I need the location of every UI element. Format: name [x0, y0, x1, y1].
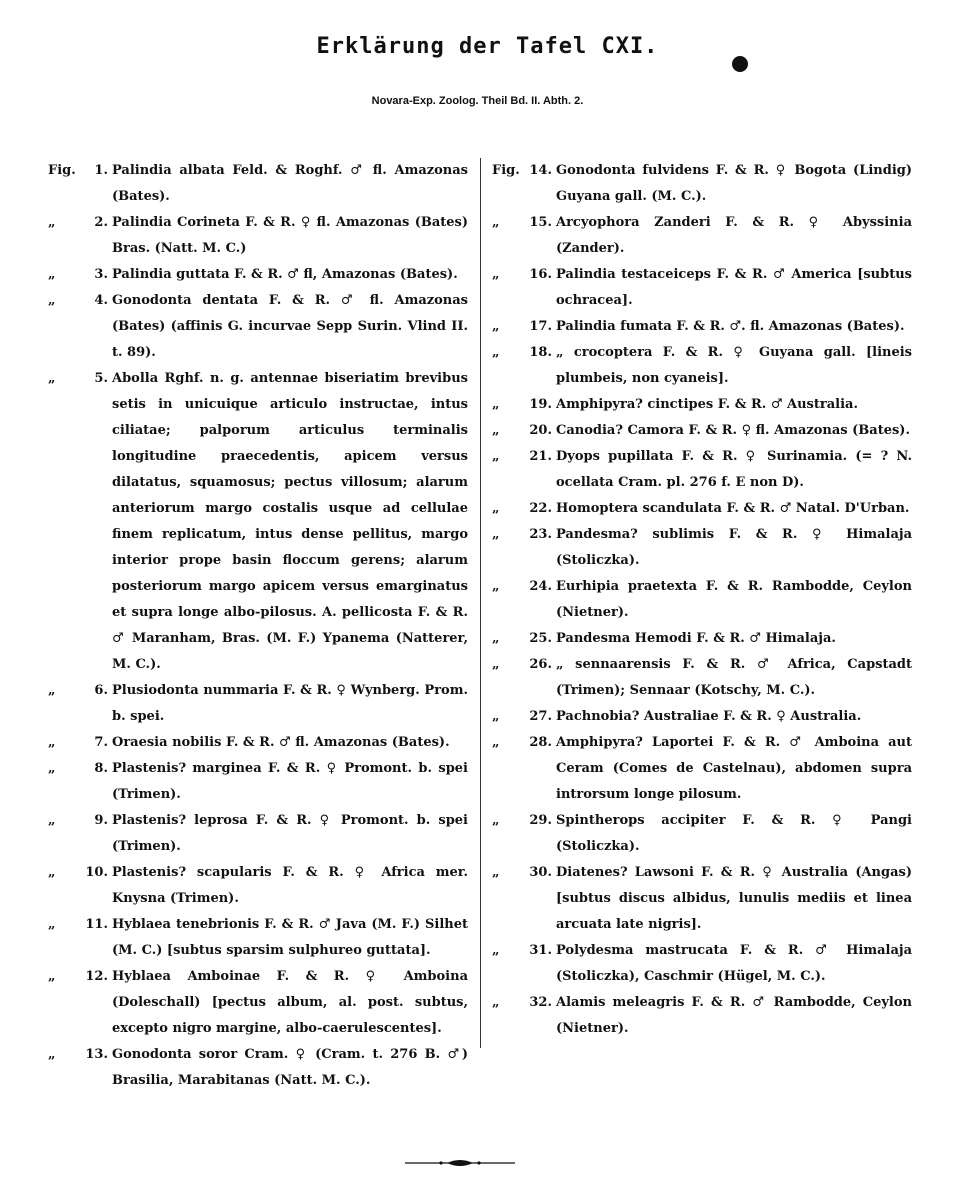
figure-description: Hyblaea Amboinae F. & R. ♀ Amboina (Doleschall) [pectus album, al. post. subtus, excepto nigro margine, albo-caerulescentes]. [112, 969, 468, 1036]
figure-number: 27. [529, 709, 552, 724]
figure-entry [492, 652, 912, 704]
figure-number: 22. [529, 501, 552, 516]
page-title: Erklärung der Tafel CXI. [316, 34, 659, 59]
figure-description: Polydesma mastrucata F. & R. ♂ Himalaja (Stoliczka), Caschmir (Hügel, M. C.). [556, 943, 912, 984]
figure-entry [48, 678, 468, 730]
figure-entry [48, 288, 468, 366]
figure-prefix: „ [48, 969, 56, 984]
figure-description: Arcyophora Zanderi F. & R. ♀ Abyssinia (Zander). [556, 215, 912, 256]
figure-number: 23. [529, 527, 552, 542]
figure-description: Eurhipia praetexta F. & R. Rambodde, Ceylon (Nietner). [556, 579, 912, 620]
figure-label [48, 262, 112, 288]
figure-description: Oraesia nobilis F. & R. ♂ fl. Amazonas (Bates). [112, 735, 450, 750]
figure-number: 21. [529, 449, 552, 464]
figure-label [492, 158, 556, 184]
figure-label [492, 574, 556, 600]
figure-label [492, 860, 556, 886]
ink-blot [732, 56, 748, 72]
figure-prefix: „ [492, 449, 500, 464]
figure-number: 18. [529, 345, 552, 360]
figure-prefix: „ [492, 527, 500, 542]
figure-entry [48, 730, 468, 756]
figure-entry [492, 158, 912, 210]
figure-description: Palindia guttata F. & R. ♂ fl, Amazonas (Bates). [112, 267, 458, 282]
figure-number: 2. [94, 215, 108, 230]
figure-description: Gonodonta soror Cram. ♀ (Cram. t. 276 B. ♂) Brasilia, Marabitanas (Natt. M. C.). [112, 1047, 468, 1088]
figure-entry [48, 158, 468, 210]
figure-label [492, 262, 556, 288]
figure-label [48, 808, 112, 834]
figure-prefix: „ [492, 319, 500, 334]
figure-entry [492, 730, 912, 808]
figure-number: 24. [529, 579, 552, 594]
figure-number: 31. [529, 943, 552, 958]
figure-prefix: „ [492, 423, 500, 438]
figure-entry [492, 418, 912, 444]
figure-number: 4. [94, 293, 108, 308]
figure-entry [492, 990, 912, 1042]
column-divider [480, 158, 481, 1048]
figure-description: Plastenis? marginea F. & R. ♀ Promont. b. spei (Trimen). [112, 761, 468, 802]
figure-description: Dyops pupillata F. & R. ♀ Surinamia. (= ? N. ocellata Cram. pl. 276 f. E non D). [556, 449, 912, 490]
figure-prefix: „ [492, 345, 500, 360]
figure-label [48, 912, 112, 938]
figure-prefix: „ [492, 735, 500, 750]
figure-label [48, 860, 112, 886]
figure-label [48, 678, 112, 704]
figure-prefix: „ [48, 293, 56, 308]
figure-entry [492, 704, 912, 730]
figure-entry [48, 964, 468, 1042]
figure-entry [492, 860, 912, 938]
figure-entry [48, 366, 468, 678]
figure-label [48, 366, 112, 392]
figure-entry [48, 262, 468, 288]
figure-label [492, 522, 556, 548]
figure-number: 19. [529, 397, 552, 412]
figure-entry [492, 626, 912, 652]
figure-number: 5. [94, 371, 108, 386]
figure-label [492, 652, 556, 678]
figure-description: Palindia Corineta F. & R. ♀ fl. Amazonas (Bates) Bras. (Natt. M. C.) [112, 215, 468, 256]
figure-number: 25. [529, 631, 552, 646]
figure-entry [492, 938, 912, 990]
right-column [492, 158, 912, 1042]
figure-prefix: „ [492, 267, 500, 282]
figure-description: Spintherops accipiter F. & R. ♀ Pangi (Stoliczka). [556, 813, 912, 854]
figure-description: Plusiodonta nummaria F. & R. ♀ Wynberg. Prom. b. spei. [112, 683, 468, 724]
figure-label [48, 756, 112, 782]
figure-description: Pandesma? sublimis F. & R. ♀ Himalaja (Stoliczka). [556, 527, 912, 568]
figure-label [492, 392, 556, 418]
figure-entry [48, 808, 468, 860]
figure-prefix: „ [48, 865, 56, 880]
figure-label [492, 938, 556, 964]
figure-entry [492, 210, 912, 262]
figure-prefix: „ [492, 709, 500, 724]
figure-prefix: „ [492, 657, 500, 672]
figure-label [492, 808, 556, 834]
figure-label [492, 704, 556, 730]
figure-number: 7. [94, 735, 108, 750]
figure-label [492, 210, 556, 236]
figure-label [492, 340, 556, 366]
figure-description: Gonodonta dentata F. & R. ♂ fl. Amazonas (Bates) (affinis G. incurvae Sepp Surin. Vlind II. t. 89). [112, 293, 468, 360]
figure-label [492, 496, 556, 522]
figure-label [48, 1042, 112, 1068]
figure-entry [492, 314, 912, 340]
figure-prefix: „ [492, 215, 500, 230]
figure-description: Palindia testaceiceps F. & R. ♂ America [subtus ochracea]. [556, 267, 912, 308]
figure-description: Canodia? Camora F. & R. ♀ fl. Amazonas (Bates). [556, 423, 910, 438]
figure-number: 14. [529, 163, 552, 178]
figure-label [492, 626, 556, 652]
figure-prefix: „ [48, 917, 56, 932]
figure-number: 28. [529, 735, 552, 750]
figure-entry [492, 808, 912, 860]
page-subtitle: Novara-Exp. Zoolog. Theil Bd. II. Abth. 2. [371, 95, 584, 107]
figure-prefix: „ [48, 371, 56, 386]
figure-prefix: „ [492, 943, 500, 958]
figure-prefix: „ [492, 631, 500, 646]
figure-number: 11. [85, 917, 108, 932]
figure-entry [48, 210, 468, 262]
figure-entry [492, 496, 912, 522]
figure-number: 10. [85, 865, 108, 880]
figure-entry [492, 262, 912, 314]
figure-label [48, 288, 112, 314]
figure-number: 20. [529, 423, 552, 438]
figure-description: Gonodonta fulvidens F. & R. ♀ Bogota (Lindig) Guyana gall. (M. C.). [556, 163, 912, 204]
figure-description: Palindia fumata F. & R. ♂. fl. Amazonas (Bates). [556, 319, 905, 334]
figure-number: 16. [529, 267, 552, 282]
figure-description: Homoptera scandulata F. & R. ♂ Natal. D'Urban. [556, 501, 910, 516]
figure-prefix: „ [48, 1047, 56, 1062]
figure-entry [492, 392, 912, 418]
figure-prefix: „ [48, 683, 56, 698]
figure-description: Diatenes? Lawsoni F. & R. ♀ Australia (Angas) [subtus discus albidus, lunulis mediis et linea arcuata late nigris]. [556, 865, 912, 932]
figure-number: 9. [94, 813, 108, 828]
figure-entry [492, 444, 912, 496]
figure-number: 26. [529, 657, 552, 672]
figure-description: Amphipyra? cinctipes F. & R. ♂ Australia. [556, 397, 858, 412]
figure-entry [48, 860, 468, 912]
figure-prefix: „ [48, 267, 56, 282]
figure-label [492, 418, 556, 444]
figure-label [492, 444, 556, 470]
figure-prefix: „ [492, 813, 500, 828]
figure-prefix: „ [492, 579, 500, 594]
figure-entry [48, 1042, 468, 1094]
figure-number: 29. [529, 813, 552, 828]
figure-number: 8. [94, 761, 108, 776]
figure-number: 15. [529, 215, 552, 230]
figure-prefix: „ [492, 865, 500, 880]
ornament-rule [405, 1158, 515, 1168]
figure-entry [492, 340, 912, 392]
figure-number: 1. [94, 163, 108, 178]
figure-number: 6. [94, 683, 108, 698]
figure-entry [492, 574, 912, 626]
figure-label [492, 314, 556, 340]
figure-label [48, 210, 112, 236]
figure-number: 17. [529, 319, 552, 334]
figure-number: 32. [529, 995, 552, 1010]
figure-label [48, 158, 112, 184]
figure-description: Hyblaea tenebrionis F. & R. ♂ Java (M. F.) Silhet (M. C.) [subtus sparsim sulphureo guttata]. [112, 917, 468, 958]
figure-prefix: „ [48, 813, 56, 828]
figure-prefix: „ [492, 501, 500, 516]
figure-label [492, 730, 556, 756]
left-column [48, 158, 468, 1094]
figure-prefix: „ [48, 735, 56, 750]
figure-label [492, 990, 556, 1016]
figure-entry [492, 522, 912, 574]
figure-entry [48, 756, 468, 808]
figure-number: 12. [85, 969, 108, 984]
figure-description: Pachnobia? Australiae F. & R. ♀ Australia. [556, 709, 862, 724]
figure-prefix: Fig. [48, 163, 76, 178]
figure-description: Amphipyra? Laportei F. & R. ♂ Amboina aut Ceram (Comes de Castelnau), abdomen supra introrsum longe pilosum. [556, 735, 912, 802]
figure-description: Palindia albata Feld. & Roghf. ♂ fl. Amazonas (Bates). [112, 163, 468, 204]
figure-description: Pandesma Hemodi F. & R. ♂ Himalaja. [556, 631, 836, 646]
figure-prefix: „ [48, 761, 56, 776]
figure-prefix: „ [48, 215, 56, 230]
figure-label [48, 964, 112, 990]
figure-entry [48, 912, 468, 964]
figure-description: Plastenis? scapularis F. & R. ♀ Africa mer. Knysna (Trimen). [112, 865, 468, 906]
figure-number: 30. [529, 865, 552, 880]
figure-prefix: „ [492, 995, 500, 1010]
figure-prefix: „ [492, 397, 500, 412]
figure-description: Plastenis? leprosa F. & R. ♀ Promont. b. spei (Trimen). [112, 813, 468, 854]
figure-description: Abolla Rghf. n. g. antennae biseriatim brevibus setis in unicuique articulo instructae, intus ciliatae; palporum articulus terminalis longitudine praecedentis, apicem versus dilatatus, squamosus; pectus villosum; alarum anteriorum margo costalis usque ad cellulae finem replicatum, intus dense pellitus, margo interior prope basin floccum gerens; alarum posteriorum margo apicem versus emarginatus et supra longe albo-pilosus. A. pellicosta F. & R. ♂ Maranham, Bras. (M. F.) Ypanema (Natterer, M. C.). [112, 371, 468, 672]
figure-description: Alamis meleagris F. & R. ♂ Rambodde, Ceylon (Nietner). [556, 995, 912, 1036]
figure-description: „ sennaarensis F. & R. ♂ Africa, Capstadt (Trimen); Sennaar (Kotschy, M. C.). [556, 657, 912, 698]
figure-label [48, 730, 112, 756]
figure-number: 13. [85, 1047, 108, 1062]
figure-description: „ crocoptera F. & R. ♀ Guyana gall. [lineis plumbeis, non cyaneis]. [556, 345, 912, 386]
figure-number: 3. [94, 267, 108, 282]
figure-prefix: Fig. [492, 163, 520, 178]
